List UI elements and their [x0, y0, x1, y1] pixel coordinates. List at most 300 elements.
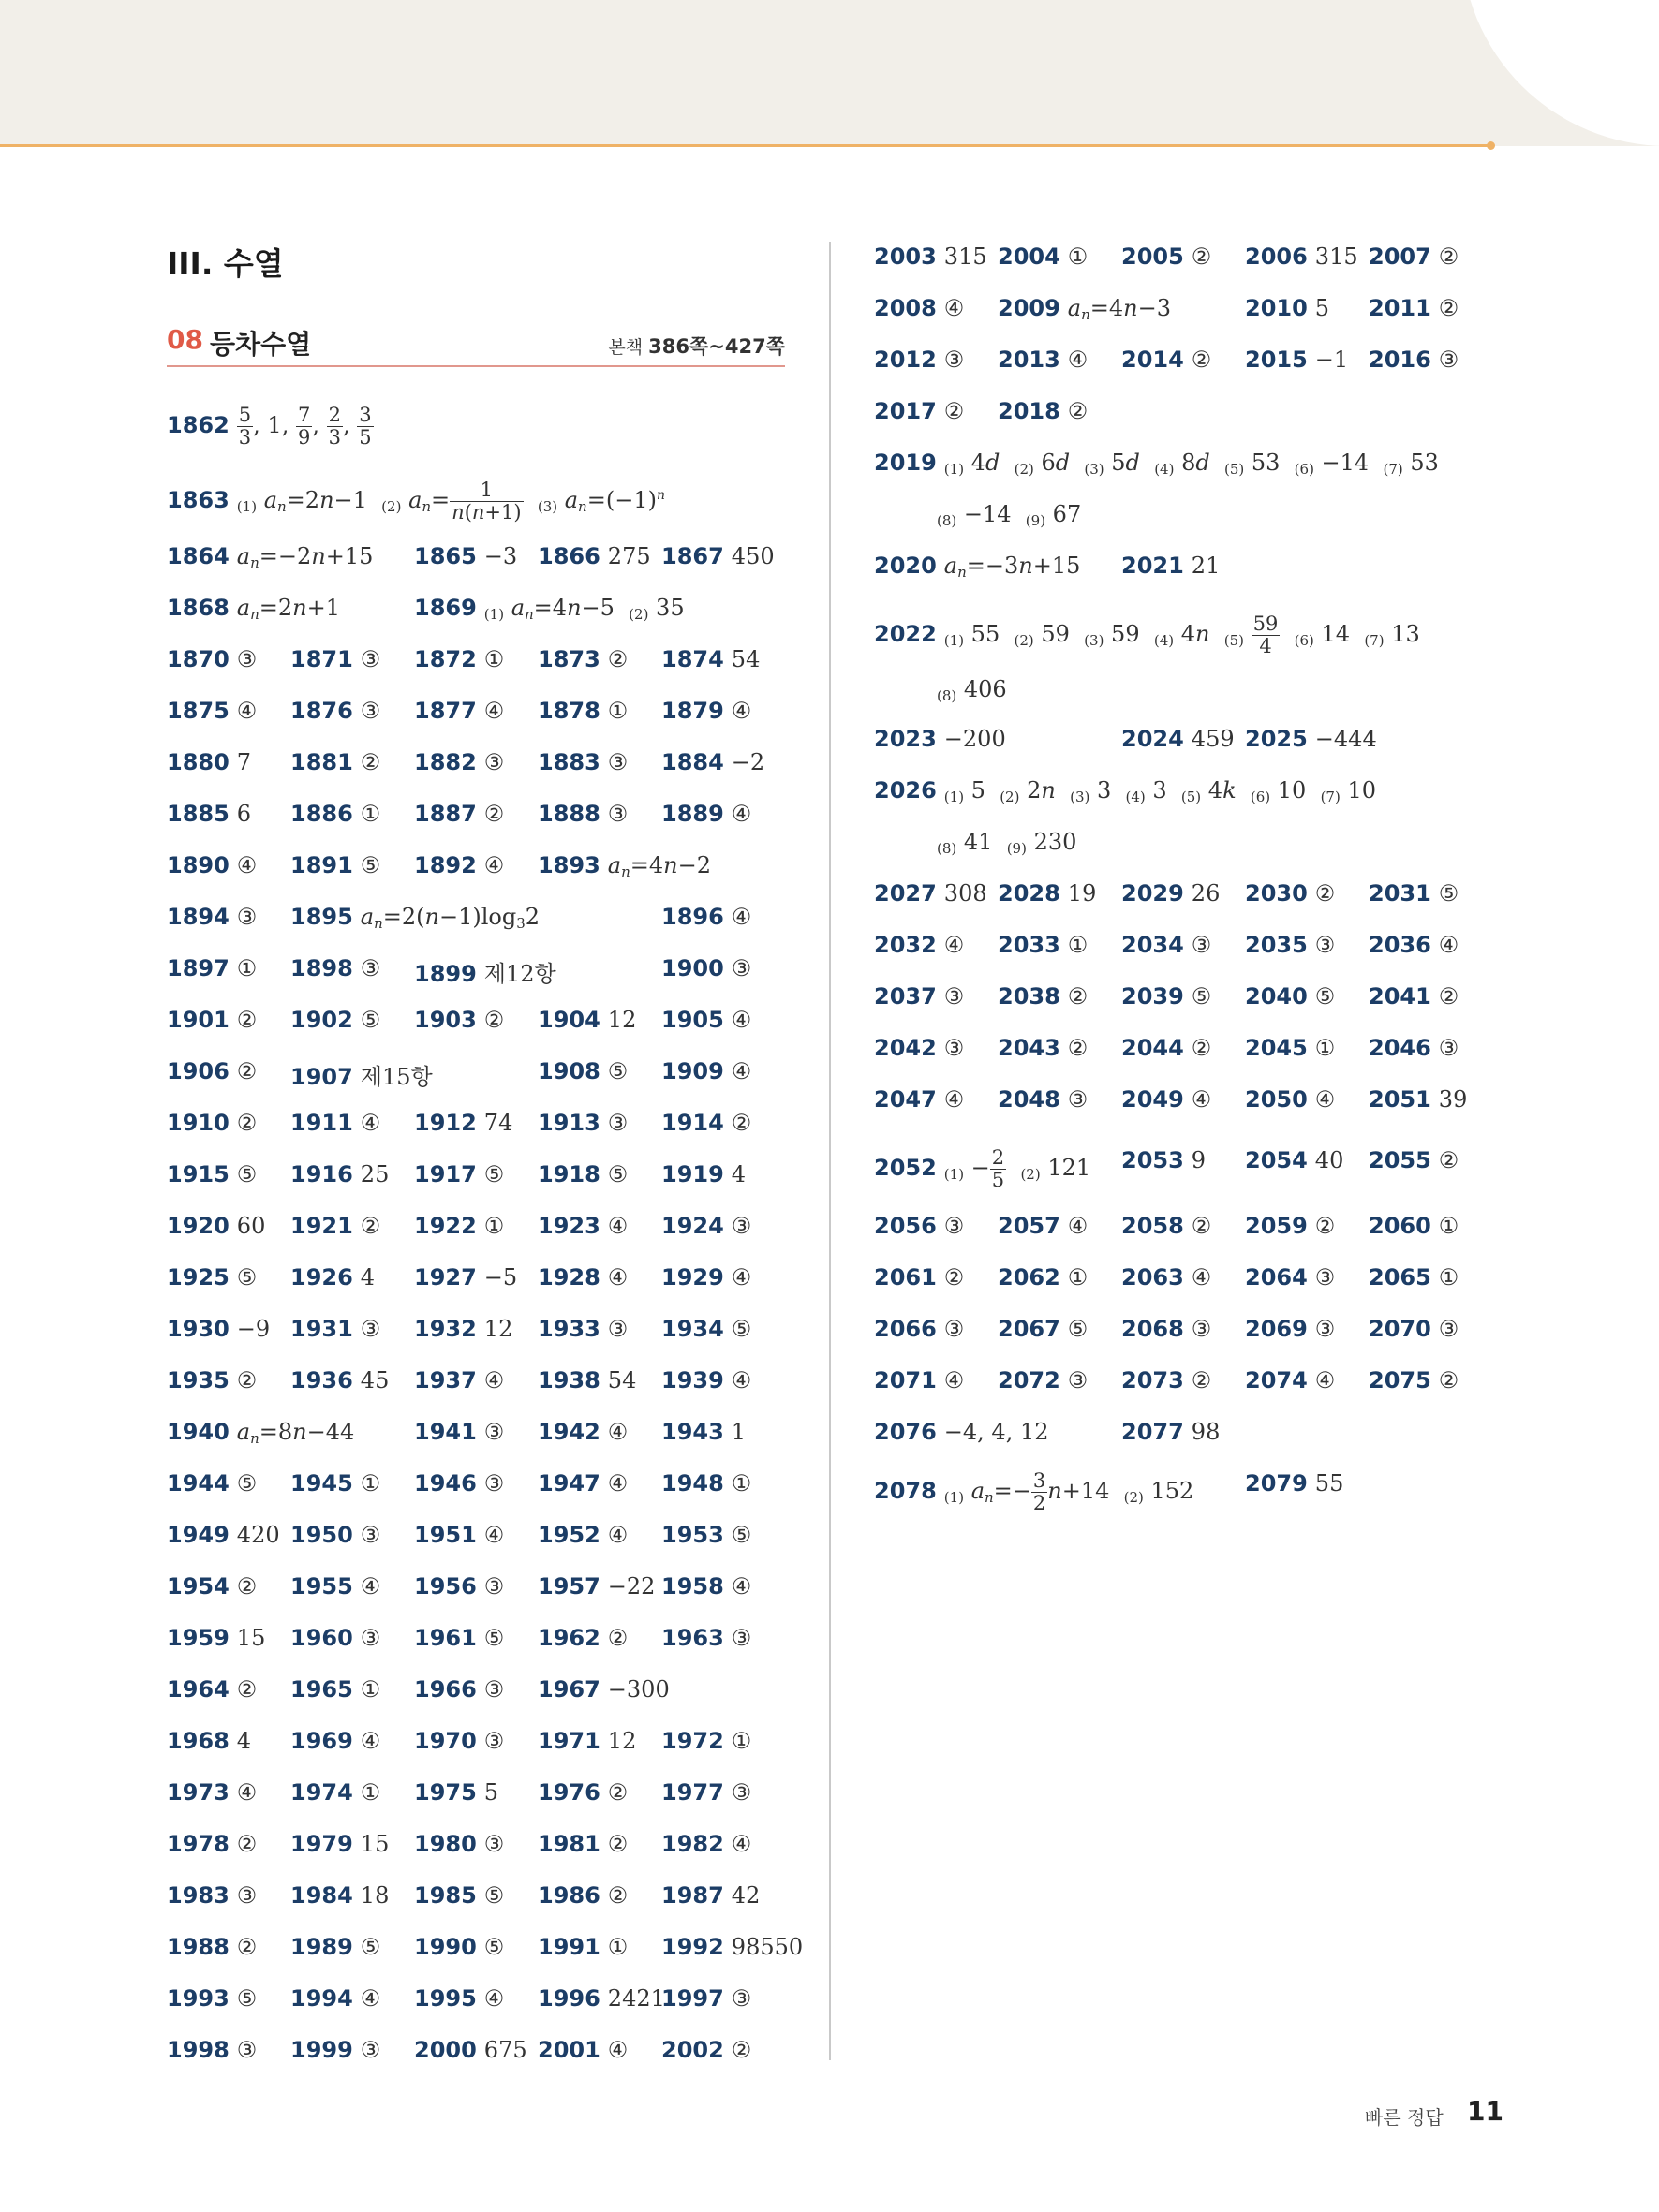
answer-value: ② [731, 2037, 752, 2063]
answer-entry [1369, 295, 1459, 321]
header-rule [0, 144, 1489, 147]
answer-value: ② [731, 1110, 752, 1136]
answer-entry [661, 1522, 751, 1548]
answer-entry [874, 613, 1420, 657]
answer-value: ① [607, 698, 629, 724]
problem-number: 2056 [874, 1213, 937, 1239]
answer-value: 54 [607, 1367, 637, 1394]
answer-value: ② [1438, 243, 1459, 270]
answer-value: ③ [483, 1676, 505, 1703]
section-ref-range: 386쪽~427쪽 [648, 335, 785, 358]
problem-number: 2016 [1369, 347, 1431, 373]
answer-value: −22 [607, 1573, 656, 1600]
answer-entry [290, 1161, 389, 1187]
answer-entry [1121, 243, 1211, 270]
answer-value: ③ [360, 646, 381, 672]
answer-value: ⑤ [483, 1625, 505, 1651]
answer-value: ② [483, 1007, 505, 1033]
answer-value: ③ [943, 1035, 965, 1061]
answer-entry [167, 1264, 257, 1290]
answer-value: ④ [731, 801, 752, 827]
answer-entry [538, 1522, 628, 1548]
problem-number: 1871 [290, 646, 353, 672]
answer-entry [167, 1367, 257, 1394]
problem-number: 2057 [998, 1213, 1060, 1239]
problem-number: 2033 [998, 932, 1060, 958]
answer-value: ③ [731, 1985, 752, 2012]
answer-value: ④ [483, 1367, 505, 1394]
problem-number: 1972 [661, 1728, 724, 1754]
answer-entry [874, 347, 964, 373]
answer-entry [290, 698, 380, 724]
problem-number: 2068 [1121, 1316, 1184, 1342]
answer-value: ② [1191, 1213, 1212, 1239]
answer-value: ④ [236, 698, 258, 724]
answer-value: $_{(8)}$ −14 $_{(9)}$ 67 [937, 501, 1082, 529]
problem-number: 2059 [1245, 1213, 1308, 1239]
problem-number: 1937 [414, 1367, 477, 1394]
answer-entry [998, 1035, 1088, 1061]
answer-entry [1245, 1316, 1335, 1342]
answer-value: ② [1191, 1367, 1212, 1394]
answer-value: ④ [483, 1985, 505, 2012]
answer-value: ④ [1191, 1264, 1212, 1290]
answer-entry [538, 1419, 628, 1445]
problem-number: 1904 [538, 1007, 600, 1033]
problem-number: 2055 [1369, 1147, 1431, 1173]
answer-value: ④ [360, 1985, 381, 2012]
answer-entry [1245, 932, 1335, 958]
answer-entry [538, 2037, 628, 2063]
answer-entry [1369, 1367, 1459, 1394]
problem-number: 1902 [290, 1007, 353, 1033]
answer-entry [874, 983, 964, 1010]
answer-entry [538, 1985, 665, 2012]
problem-number: 1931 [290, 1316, 353, 1342]
problem-number: 1915 [167, 1161, 230, 1187]
answer-entry [1121, 1086, 1211, 1113]
answer-value: ⑤ [236, 1161, 258, 1187]
answer-value: 9 [1191, 1147, 1207, 1173]
answer-value: −300 [607, 1676, 670, 1703]
answer-value: ① [360, 1779, 381, 1806]
problem-number: 1964 [167, 1676, 230, 1703]
problem-number: 1987 [661, 1882, 724, 1909]
problem-number: 2020 [874, 553, 937, 579]
answer-value: ④ [360, 1728, 381, 1754]
problem-number: 2078 [874, 1478, 937, 1504]
answer-value: ② [1314, 1213, 1336, 1239]
answer-entry [937, 829, 1076, 857]
answer-entry [167, 646, 257, 672]
answer-value: ② [607, 1831, 629, 1857]
answer-entry [538, 1264, 628, 1290]
problem-number: 2032 [874, 932, 937, 958]
problem-number: 1953 [661, 1522, 724, 1548]
answer-entry [538, 1213, 628, 1239]
answer-entry [1121, 880, 1220, 907]
answer-entry [538, 1367, 636, 1394]
answer-entry [167, 2037, 257, 2063]
answer-entry [998, 398, 1088, 424]
answer-entry [937, 676, 1007, 704]
answer-entry [661, 904, 751, 930]
problem-number: 2049 [1121, 1086, 1184, 1113]
answer-entry [538, 1058, 628, 1084]
answer-value: 4 [360, 1264, 376, 1290]
answer-value: ④ [236, 1779, 258, 1806]
answer-entry [414, 801, 504, 827]
problem-number: 2011 [1369, 295, 1431, 321]
problem-number: 1866 [538, 543, 600, 569]
problem-number: 2037 [874, 983, 937, 1010]
problem-number: 2052 [874, 1155, 937, 1181]
answer-value: ③ [1314, 932, 1336, 958]
problem-number: 1971 [538, 1728, 600, 1754]
section-page-reference [608, 332, 785, 360]
answer-value: ④ [731, 1573, 752, 1600]
answer-entry [661, 2037, 751, 2063]
answer-value: 26 [1191, 880, 1221, 907]
answer-value: 42 [731, 1882, 761, 1909]
answer-entry [661, 801, 751, 827]
answer-entry [538, 543, 651, 569]
answer-entry [661, 1161, 746, 1187]
problem-number: 2025 [1245, 726, 1308, 752]
answer-entry [538, 749, 628, 775]
answer-entry [290, 2037, 380, 2063]
problem-number: 2047 [874, 1086, 937, 1113]
answer-value: ④ [360, 1110, 381, 1136]
answer-value: ③ [483, 1573, 505, 1600]
problem-number: 2079 [1245, 1470, 1308, 1497]
answer-entry [167, 1419, 354, 1447]
problem-number: 1930 [167, 1316, 230, 1342]
header-rule-dot [1487, 141, 1495, 150]
answer-value: ② [1067, 1035, 1089, 1061]
answer-entry [538, 1882, 628, 1909]
answer-entry [167, 1573, 257, 1600]
answer-value: ③ [360, 2037, 381, 2063]
answer-entry [538, 1316, 628, 1342]
problem-number: 2071 [874, 1367, 937, 1394]
problem-number: 2013 [998, 347, 1060, 373]
problem-number: 2002 [661, 2037, 724, 2063]
answer-entry [290, 801, 380, 827]
answer-value: ③ [731, 1213, 752, 1239]
answer-entry [1245, 880, 1335, 907]
answer-entry [1121, 726, 1235, 752]
problem-number: 2062 [998, 1264, 1060, 1290]
answer-value: 4 [236, 1728, 252, 1754]
answer-value: ① [1067, 243, 1089, 270]
answer-entry [290, 1728, 380, 1754]
answer-value: −444 [1314, 726, 1377, 752]
answer-entry [538, 1676, 670, 1703]
problem-number: 1969 [290, 1728, 353, 1754]
problem-number: 1995 [414, 1985, 477, 2012]
answer-entry [167, 1470, 257, 1497]
problem-number: 2048 [998, 1086, 1060, 1113]
top-band [0, 0, 1659, 146]
answer-entry [661, 1367, 751, 1394]
answer-value: ② [607, 1779, 629, 1806]
answer-value: ④ [1314, 1367, 1336, 1394]
answer-entry [661, 1419, 746, 1445]
problem-number: 1863 [167, 487, 230, 513]
problem-number: 2005 [1121, 243, 1184, 270]
answer-value: ④ [731, 1058, 752, 1084]
answer-value: −5 [483, 1264, 518, 1290]
problem-number: 1981 [538, 1831, 600, 1857]
answer-entry [661, 1213, 751, 1239]
answer-entry [414, 1213, 504, 1239]
answer-value: $_{(1)}$ $a_n=2n-1$ $_{(2)}$ $a_n=$ $\frac{1}{n(n+1)}$ $_{(3)}$ $a_n=(-1)^n$ [236, 479, 665, 524]
problem-number: 2014 [1121, 347, 1184, 373]
problem-number: 1912 [414, 1110, 477, 1136]
problem-number: 1880 [167, 749, 230, 775]
answer-value: ④ [943, 1086, 965, 1113]
problem-number: 1878 [538, 698, 600, 724]
answer-entry [414, 1007, 504, 1033]
answer-entry [290, 1007, 380, 1033]
answer-entry [290, 1934, 380, 1960]
answer-entry [538, 852, 711, 880]
problem-number: 2000 [414, 2037, 477, 2063]
answer-entry [874, 450, 1439, 478]
answer-entry [290, 904, 540, 932]
answer-value: ③ [360, 1316, 381, 1342]
answer-entry [1369, 1086, 1467, 1113]
problem-number: 2009 [998, 295, 1060, 321]
answer-entry [414, 1522, 504, 1548]
problem-number: 1950 [290, 1522, 353, 1548]
answer-entry [167, 1625, 265, 1651]
problem-number: 1893 [538, 852, 600, 878]
answer-value: ⑤ [1067, 1316, 1089, 1342]
problem-number: 1949 [167, 1522, 230, 1548]
answer-entry [874, 777, 1376, 805]
problem-number: 2038 [998, 983, 1060, 1010]
answer-value: 40 [1314, 1147, 1344, 1173]
problem-number: 1884 [661, 749, 724, 775]
answer-entry [874, 1316, 964, 1342]
problem-number: 1874 [661, 646, 724, 672]
answer-entry [538, 801, 628, 827]
answer-value: ④ [607, 1419, 629, 1445]
answer-value: ③ [360, 1625, 381, 1651]
answer-value: ② [236, 1007, 258, 1033]
problem-number: 1983 [167, 1882, 230, 1909]
problem-number: 2076 [874, 1419, 937, 1445]
answer-entry [414, 1161, 504, 1187]
answer-value: 450 [731, 543, 775, 569]
answer-value: ② [1438, 295, 1459, 321]
answer-entry [290, 1573, 380, 1600]
answer-entry [661, 1058, 751, 1084]
answer-entry [167, 1007, 257, 1033]
answer-entry [414, 749, 504, 775]
answer-entry [1369, 983, 1459, 1010]
answer-entry [167, 955, 257, 981]
answer-entry [167, 1522, 280, 1548]
answer-value: ③ [607, 1316, 629, 1342]
answer-value: ① [483, 646, 505, 672]
problem-number: 1980 [414, 1831, 477, 1857]
answer-value: ② [943, 398, 965, 424]
answer-entry [1369, 243, 1459, 270]
answer-value: $a_n=2n+1$ [236, 595, 341, 623]
answer-entry [1369, 1035, 1459, 1061]
problem-number: 1963 [661, 1625, 724, 1651]
answer-entry [167, 543, 373, 571]
answer-entry [538, 1779, 628, 1806]
answer-entry [998, 983, 1088, 1010]
answer-value: 18 [360, 1882, 390, 1909]
answer-entry [1369, 880, 1459, 907]
problem-number: 2019 [874, 450, 937, 476]
answer-value: −2 [731, 749, 765, 775]
answer-value: $a_n=4n-3$ [1067, 295, 1172, 323]
answer-entry [1369, 932, 1459, 958]
answer-entry [290, 1779, 380, 1806]
problem-number: 1947 [538, 1470, 600, 1497]
answer-value: ⑤ [360, 852, 381, 878]
problem-number: 2004 [998, 243, 1060, 270]
answer-value: ③ [943, 1316, 965, 1342]
problem-number: 2043 [998, 1035, 1060, 1061]
problem-number: 2007 [1369, 243, 1431, 270]
answer-entry [998, 295, 1171, 323]
answer-value: ② [236, 1058, 258, 1084]
answer-entry [290, 1522, 380, 1548]
problem-number: 1917 [414, 1161, 477, 1187]
answer-value: 275 [607, 543, 651, 569]
problem-number: 1877 [414, 698, 477, 724]
answer-entry [661, 1728, 751, 1754]
problem-number: 1955 [290, 1573, 353, 1600]
answer-value: $_{(1)}$ − $\frac{2}{5}$ $_{(2)}$ 121 [943, 1146, 1091, 1191]
answer-value: ③ [360, 955, 381, 981]
answer-value: 1 [731, 1419, 747, 1445]
answer-entry [538, 1831, 628, 1857]
answer-entry [874, 295, 964, 321]
problem-number: 1945 [290, 1470, 353, 1497]
answer-entry [661, 1007, 751, 1033]
answer-value: ① [607, 1934, 629, 1960]
answer-entry [167, 595, 340, 623]
problem-number: 2028 [998, 880, 1060, 907]
problem-number: 2069 [1245, 1316, 1308, 1342]
problem-number: 2029 [1121, 880, 1184, 907]
problem-number: 1900 [661, 955, 724, 981]
answer-value: ⑤ [236, 1264, 258, 1290]
answer-entry [167, 1058, 257, 1084]
answer-value: ① [360, 801, 381, 827]
answer-value: ④ [943, 1367, 965, 1394]
answer-value: 5 [1314, 295, 1330, 321]
problem-number: 1876 [290, 698, 353, 724]
answer-value: $_{(1)}$ $a_n=4n-5$ $_{(2)}$ 35 [483, 595, 685, 623]
problem-number: 1864 [167, 543, 230, 569]
answer-entry [1369, 1213, 1459, 1239]
answer-entry [538, 1470, 628, 1497]
answer-entry [1121, 1419, 1220, 1445]
answer-entry [661, 698, 751, 724]
answer-entry [414, 1573, 504, 1600]
problem-number: 1928 [538, 1264, 600, 1290]
answer-entry [1245, 726, 1377, 752]
problem-number: 1967 [538, 1676, 600, 1703]
answer-value: ① [731, 1470, 752, 1497]
problem-number: 1978 [167, 1831, 230, 1857]
problem-number: 1975 [414, 1779, 477, 1806]
answer-value: ⑤ [236, 1985, 258, 2012]
answer-entry [998, 1213, 1088, 1239]
answer-value: ② [483, 801, 505, 827]
problem-number: 1998 [167, 2037, 230, 2063]
answer-value: ③ [1438, 347, 1459, 373]
answer-entry [167, 749, 251, 775]
problem-number: 2077 [1121, 1419, 1184, 1445]
answer-value: ① [360, 1470, 381, 1497]
problem-number: 1925 [167, 1264, 230, 1290]
answer-value: ② [360, 1213, 381, 1239]
problem-number: 1940 [167, 1419, 230, 1445]
problem-number: 1934 [661, 1316, 724, 1342]
problem-number: 1921 [290, 1213, 353, 1239]
answer-value: 459 [1191, 726, 1235, 752]
answer-value: 25 [360, 1161, 390, 1187]
answer-value: 15 [236, 1625, 266, 1651]
answer-entry [1245, 1086, 1335, 1113]
problem-number: 1907 [290, 1064, 353, 1090]
answer-entry [290, 1058, 433, 1091]
problem-number: 1996 [538, 1985, 600, 2012]
answer-value: 675 [483, 2037, 527, 2063]
problem-number: 2023 [874, 726, 937, 752]
answer-entry [414, 1831, 504, 1857]
problem-number: 1896 [661, 904, 724, 930]
answer-value: ⑤ [483, 1934, 505, 1960]
problem-number: 1872 [414, 646, 477, 672]
answer-entry [290, 1213, 380, 1239]
answer-entry [538, 1573, 655, 1600]
problem-number: 2031 [1369, 880, 1431, 907]
problem-number: 1961 [414, 1625, 477, 1651]
answer-value: ② [607, 1625, 629, 1651]
answer-entry [414, 646, 504, 672]
problem-number: 1970 [414, 1728, 477, 1754]
answer-value: ② [1067, 983, 1089, 1010]
answer-entry [538, 1934, 628, 1960]
problem-number: 2024 [1121, 726, 1184, 752]
answer-entry [538, 1007, 636, 1033]
problem-number: 1906 [167, 1058, 230, 1084]
answer-value: ① [360, 1676, 381, 1703]
column-divider [829, 242, 831, 2060]
answer-entry [661, 1779, 751, 1806]
answer-value: ④ [731, 904, 752, 930]
problem-number: 1960 [290, 1625, 353, 1651]
answer-entry [167, 1676, 257, 1703]
answer-value: −9 [236, 1316, 271, 1342]
problem-number: 1991 [538, 1934, 600, 1960]
answer-entry [538, 1110, 628, 1136]
answer-value: ② [236, 1110, 258, 1136]
answer-value: ⑤ [483, 1161, 505, 1187]
answer-value: ② [1438, 1367, 1459, 1394]
